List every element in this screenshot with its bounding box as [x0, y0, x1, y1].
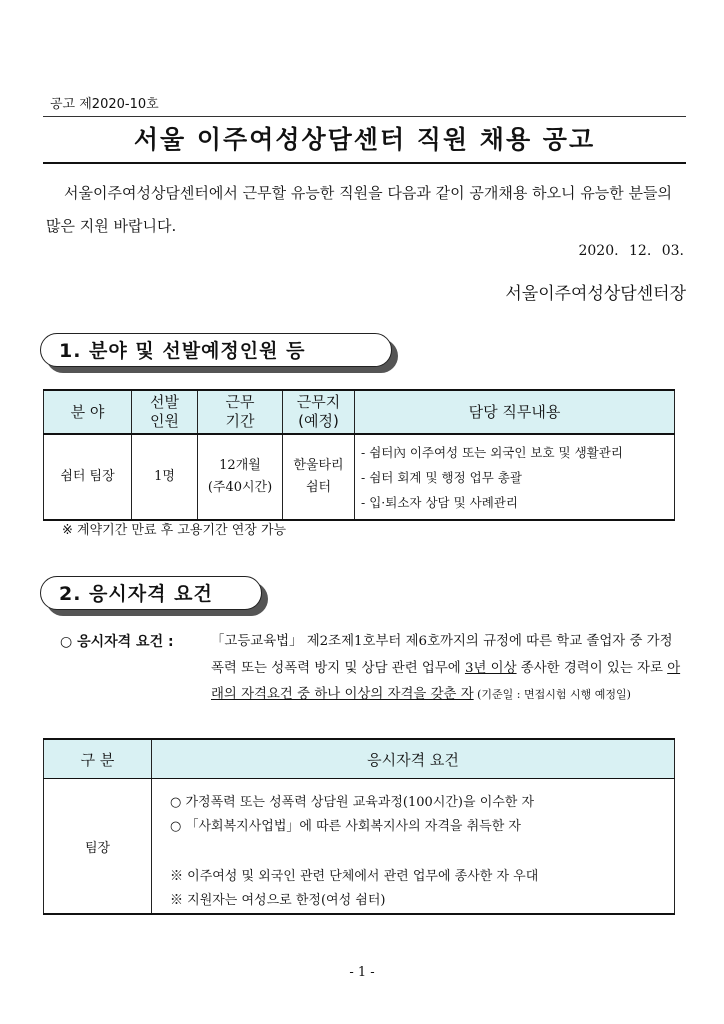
category-cell: 팀장 [44, 779, 152, 915]
header-field: 분 야 [44, 390, 132, 434]
notice-date: 2020. 12. 03. [578, 243, 684, 259]
table-row [44, 434, 675, 520]
header-category: 구 분 [44, 739, 152, 779]
header-duties: 담당 직무내용 [355, 390, 675, 434]
qualification-table-header [44, 739, 675, 779]
page-number: - 1 - [349, 965, 375, 980]
qualification-table [43, 738, 675, 915]
positions-table-header [44, 390, 675, 434]
duty-item: - 쉼터內 이주여성 또는 외국인 보호 및 생활관리 [361, 444, 623, 460]
contract-note: ※ 계약기간 만료 후 고용기간 연장 가능 [62, 523, 287, 538]
section2-heading: 2. 응시자격 요건 [40, 576, 262, 610]
qualification-label: ○ 응시자격 요건 : [60, 634, 174, 650]
header-place: 근무지 (예정) [283, 390, 355, 434]
criterion-item: ○ 가정폭력 또는 성폭력 상담원 교육과정(100시간)을 이수한 자 [170, 795, 535, 810]
period-cell: 12개월 (주40시간) [198, 434, 283, 520]
requirements-cell [152, 779, 675, 915]
eligibility-note: ※ 지원자는 여성으로 한정(여성 쉼터) [170, 893, 386, 908]
qualification-text: 「고등교육법」 제2조제1호부터 제6호까지의 규정에 따른 학교 졸업자 중 가정폭력 또는 성폭력 방지 및 상담 관련 업무에 3년 이상 종사한 경력이 있는 자로 아래의 자격요건 중 하나 이상의 자격을 갖춘 자 (기준일 : 면접시험 시행 예정일) [211, 634, 681, 702]
field-cell: 쉼터 팀장 [44, 434, 132, 520]
preference-note: ※ 이주여성 및 외국인 관련 단체에서 관련 업무에 종사한 자 우대 [170, 869, 539, 884]
header-count: 선발 인원 [132, 390, 198, 434]
title-top-rule [43, 116, 686, 117]
count-cell: 1명 [132, 434, 198, 520]
positions-table [43, 389, 675, 521]
notice-number: 공고 제2020-10호 [50, 97, 159, 112]
duty-item: - 쉼터 회계 및 행정 업무 총괄 [361, 469, 522, 485]
criterion-item: ○ 「사회복지사업법」에 따른 사회복지사의 자격을 취득한 자 [170, 819, 521, 834]
place-cell: 한울타리 쉼터 [283, 434, 355, 520]
section1-heading: 1. 분야 및 선발예정인원 등 [40, 333, 392, 367]
page-title: 서울 이주여성상담센터 직원 채용 공고 [133, 125, 596, 154]
duty-item: - 입·퇴소자 상담 및 사례관리 [361, 494, 518, 510]
header-requirements: 응시자격 요건 [152, 739, 675, 779]
header-period: 근무 기간 [198, 390, 283, 434]
duties-cell [355, 434, 675, 520]
table-row [44, 779, 675, 915]
signer: 서울이주여성상담센터장 [505, 284, 686, 304]
intro-paragraph: 서울이주여성상담센터에서 근무할 유능한 직원을 다음과 같이 공개채용 하오니 유능한 분들의 많은 지원 바랍니다. [46, 184, 673, 235]
title-bottom-rule [43, 162, 686, 164]
